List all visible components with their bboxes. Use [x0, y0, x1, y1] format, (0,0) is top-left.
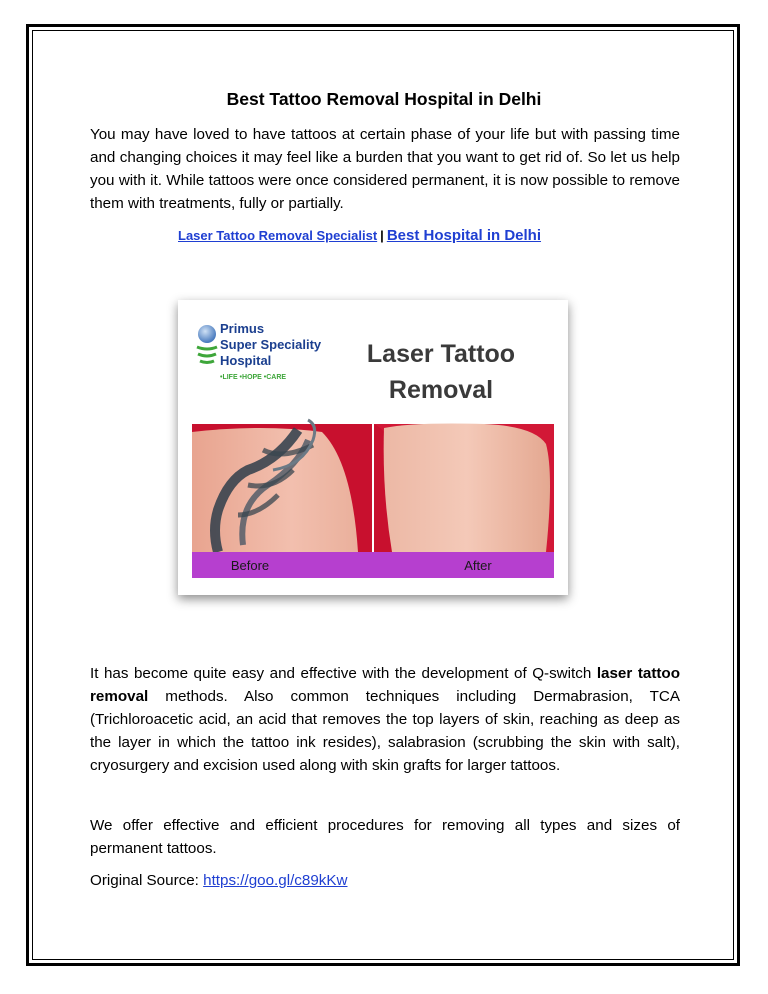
techniques-bold: laser tattoo removal	[90, 665, 680, 705]
links-row	[178, 227, 541, 244]
logo-globe-icon	[198, 325, 216, 343]
after-photo	[374, 424, 554, 553]
logo-leaf-icon	[197, 347, 217, 363]
tattoo-removal-image	[178, 300, 568, 595]
before-photo	[192, 420, 372, 552]
image-heading-line1: Laser Tattoo	[366, 340, 516, 368]
techniques-post: methods. Also common techniques including Dermabrasion, TCA (Trichloroacetic acid, an acid that removes the top layers of skin, reaching as deep as the layer in which the tattoo ink resides), salabrasion (scrubbing the skin with salt), cryosurgery and excision used along with skin grafts for larger tattoos.	[90, 688, 680, 774]
document-title: Best Tattoo Removal Hospital in Delhi	[226, 89, 542, 109]
offer-paragraph: We offer effective and efficient procedures for removing all types and sizes of permanent tattoos.	[90, 817, 680, 857]
hospital-logo	[197, 321, 322, 381]
image-svg	[178, 300, 568, 595]
techniques-paragraph	[90, 662, 680, 777]
logo-tagline: •LIFE •HOPE •CARE	[220, 374, 287, 381]
source-link[interactable]: https://goo.gl/c89kKw	[203, 872, 348, 889]
source-label: Original Source:	[90, 872, 204, 889]
laser-tattoo-link[interactable]: Laser Tattoo Removal Specialist	[178, 228, 378, 243]
link-separator: |	[380, 228, 384, 243]
best-hospital-link[interactable]: Best Hospital in Delhi	[386, 227, 542, 244]
logo-line1: Primus	[220, 321, 265, 336]
original-source	[90, 872, 348, 889]
image-heading-line2: Removal	[388, 376, 494, 404]
intro-paragraph: You may have loved to have tattoos at certain phase of your life but with passing time and changing choices it may feel like a burden that you want to get rid of. So let us help you with it. While tattoos were once considered permanent, it is now possible to remove them with treatments, fully or partially.	[90, 126, 680, 212]
after-label: After	[464, 558, 492, 573]
before-label: Before	[230, 558, 270, 573]
logo-line3: Hospital	[220, 353, 272, 368]
logo-line2: Super Speciality	[220, 337, 322, 352]
techniques-pre: It has become quite easy and effective with the development of Q-switch	[90, 665, 597, 682]
